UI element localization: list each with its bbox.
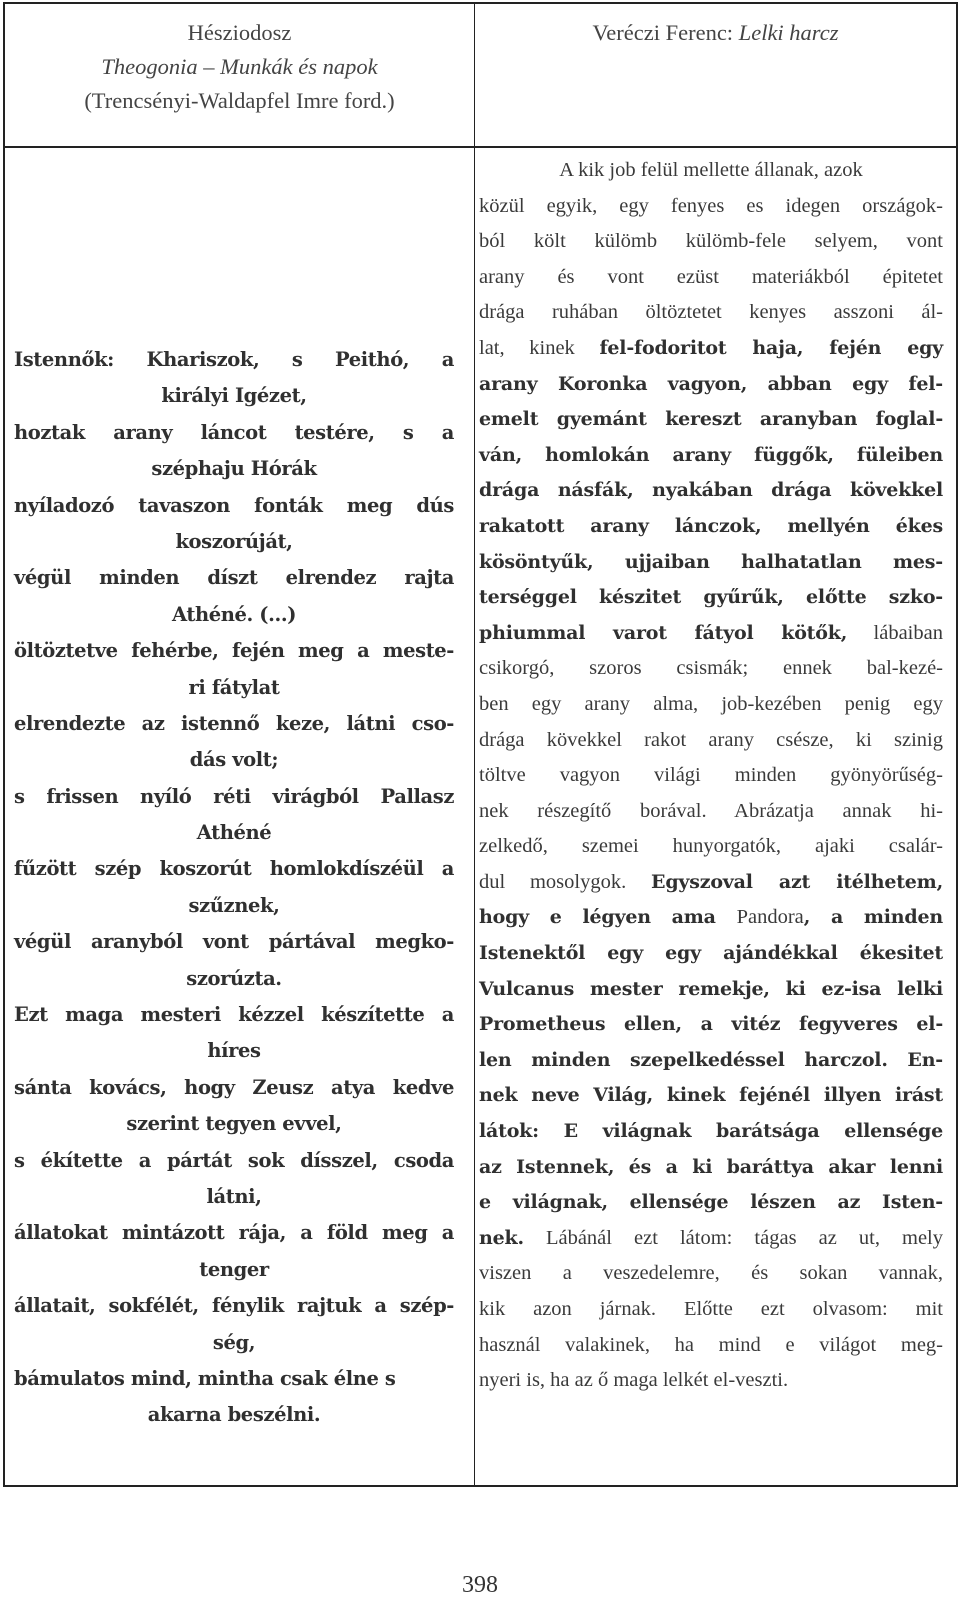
poem-line: Istennők: Khariszok, s Peithó, a (14, 348, 454, 371)
left-column-header (5, 16, 474, 118)
prose-line (479, 438, 943, 474)
prose-line (479, 723, 943, 759)
prose-line (479, 936, 943, 972)
text: lat, kinek (479, 336, 600, 359)
bold-text: az Istennek, és a ki baráttya akar lenni (479, 1155, 943, 1178)
prose-line (479, 972, 943, 1008)
poem-line: állatokat mintázott rája, a föld meg a (14, 1221, 454, 1245)
text: töltve vagyon világi minden gyönyörűség- (479, 764, 943, 787)
poem-line: bámulatos mind, mintha csak élne s (14, 1366, 396, 1390)
bold-text: ván, homlokán arany függők, füleiben (479, 443, 943, 466)
bold-text: nek. (479, 1226, 524, 1249)
poem-line: állatait, sokfélét, fénylik rajtuk a szép- (14, 1294, 454, 1318)
left-author: Hésziodosz (187, 20, 292, 45)
bold-text: Vulcanus mester remekje, ki ez-isa lelki (479, 977, 943, 1000)
text: közül egyik, egy fenyes es idegen országok- (479, 194, 943, 217)
bold-text: kösöntyűk, ujjaiban halhatatlan mes- (479, 550, 943, 573)
bold-text: látok: E világnak barátsága ellensége (479, 1120, 943, 1143)
bold-text: rakatott arany lánczok, mellyén ékes (479, 514, 943, 537)
poem-line: Ezt maga mesteri kézzel készítette a (14, 1003, 454, 1027)
text: használ valakinek, ha mind e világot meg- (479, 1333, 943, 1356)
page-number: 398 (462, 1572, 498, 1598)
prose-line (479, 1328, 943, 1364)
poem-line-continuation: híres (207, 1039, 261, 1063)
prose-line (479, 900, 943, 936)
bold-text: nek neve Világ, kinek fejénél illyen irást (479, 1084, 943, 1107)
text: lábaiban (847, 621, 943, 644)
prose-line (479, 758, 943, 794)
prose-text (479, 153, 943, 1399)
poem-line: hoztak arany láncot testére, s a (14, 420, 454, 444)
prose-line (479, 1292, 943, 1328)
text: Lábánál ezt látom: tágas az ut, mely (523, 1226, 943, 1249)
poem-line-continuation: szerint tegyen evvel, (126, 1112, 342, 1136)
right-author: Veréczi Ferenc: (592, 20, 739, 45)
text: ben egy arany alma, job-kezében penig egy (479, 692, 943, 715)
prose-line (479, 1150, 943, 1186)
bold-text: Prometheus ellen, a vitéz fegyveres el- (479, 1013, 943, 1036)
text: nek részegítő borával. Abrázatja annak hi- (479, 799, 943, 822)
prose-line (479, 829, 943, 865)
prose-line (479, 473, 943, 509)
text: drága ruhában öltöztetet kenyes asszoni ál- (479, 301, 943, 324)
left-title: Theogonia – Munkák és napok (101, 54, 378, 79)
poem-line: végül aranyból vont pártával megko- (14, 930, 454, 954)
bold-text: fel-fodoritot haja, fején egy (599, 336, 944, 359)
prose-line (479, 545, 943, 581)
bold-text: Egyszoval azt itélhetem, (651, 870, 943, 893)
text: arany és vont ezüst materiákból épitetet (479, 265, 943, 288)
prose-line (479, 331, 943, 367)
bold-text: emelt gyemánt kereszt aranyban foglal- (479, 408, 943, 431)
prose-line (479, 1256, 943, 1292)
prose-line (479, 1221, 943, 1257)
text: dul mosolygok. (479, 870, 652, 893)
prose-line (479, 651, 943, 687)
bold-text: drága násfák, nyakában drága kövekkel (479, 479, 943, 502)
text: A kik job felül mellette állanak, azok (559, 159, 863, 181)
text: kik azon járnak. Előtte ezt olvasom: mit (479, 1298, 943, 1320)
prose-line (479, 367, 943, 403)
bold-text: terséggel készitet gyűrűk, előtte szko- (479, 586, 943, 609)
poem-line-continuation: ri fátylat (188, 675, 280, 699)
bold-text: arany Koronka vagyon, abban egy fel- (479, 372, 943, 395)
poem-line-continuation: szorúzta. (186, 966, 282, 990)
prose-line (479, 580, 943, 616)
poem-line-continuation: koszorúját, (175, 529, 293, 553)
poem-line: s ékítette a pártát sok dísszel, csoda (14, 1148, 454, 1172)
bold-text: Istenektől egy egy ajándékkal ékesitet (479, 942, 943, 965)
poem-line: s frissen nyíló réti virágból Pallasz (14, 784, 454, 808)
text: drága kövekkel rakot arany csésze, ki szinig (479, 728, 943, 751)
poem-line: öltöztetve fehérbe, fején meg a meste- (14, 639, 454, 663)
bold-text: e világnak, ellensége lészen az Isten- (479, 1191, 943, 1214)
poem-line: elrendezte az istennő keze, látni cso- (14, 711, 454, 735)
prose-line (479, 1114, 943, 1150)
prose-line (479, 189, 943, 225)
poem-line: nyíladozó tavaszon fonták meg dús (14, 493, 454, 517)
prose-line (479, 153, 943, 189)
prose-line (479, 402, 943, 438)
prose-line (479, 687, 943, 723)
bold-text: hogy e légyen ama (479, 906, 737, 929)
prose-line (479, 260, 943, 296)
poem-line-continuation: akarna beszélni. (147, 1403, 321, 1427)
prose-line (479, 1363, 943, 1399)
poem-line: sánta kovács, hogy Zeusz atya kedve (14, 1075, 454, 1099)
column-divider (474, 4, 475, 1485)
poem-line-continuation: ség, (212, 1330, 256, 1354)
right-column-header (475, 16, 956, 50)
prose-line (479, 224, 943, 260)
poem-line-continuation: szűznek, (188, 893, 280, 917)
bold-text: , a minden (803, 906, 943, 929)
text: csikorgó, szoros csismák; ennek bal-kezé- (479, 657, 943, 680)
prose-line (479, 794, 943, 830)
right-title: Lelki harcz (738, 20, 839, 45)
prose-line (479, 295, 943, 331)
header-divider (5, 146, 956, 148)
prose-line (479, 1007, 943, 1043)
poem-line-continuation: királyi Igézet, (161, 384, 307, 408)
text: zelkedő, szemei hunyorgatók, ajaki csalár- (479, 835, 943, 858)
poem-line: fűzött szép koszorút homlokdíszéül a (14, 857, 454, 881)
poem-line-continuation: széphaju Hórák (151, 457, 317, 481)
poem-line-continuation: Athéné (196, 821, 272, 845)
prose-line (479, 865, 943, 901)
poem-line-continuation: tenger (199, 1257, 269, 1281)
prose-line (479, 1043, 943, 1079)
poem-text (14, 342, 454, 1434)
text: Pandora (736, 906, 804, 929)
poem-line-continuation: látni, (206, 1184, 262, 1208)
prose-line (479, 1078, 943, 1114)
bold-text: len minden szepelkedéssel harczol. En- (479, 1048, 943, 1071)
prose-line (479, 509, 943, 545)
poem-line: végül minden díszt elrendez rajta (14, 566, 454, 590)
text: viszen a veszedelemre, és sokan vannak, (479, 1262, 943, 1285)
poem-line-continuation: dás volt; (189, 748, 279, 772)
text: nyeri is, ha az ő maga lelkét el-veszti. (479, 1369, 789, 1392)
prose-line (479, 616, 943, 652)
bold-text: phiummal varot fátyol kötők, (479, 621, 848, 644)
prose-line (479, 1185, 943, 1221)
left-translator: (Trencsényi-Waldapfel Imre ford.) (84, 88, 395, 113)
text: ból költ külömb külömb-fele selyem, vont (479, 230, 943, 253)
poem-line-continuation: Athéné. (…) (171, 602, 297, 626)
